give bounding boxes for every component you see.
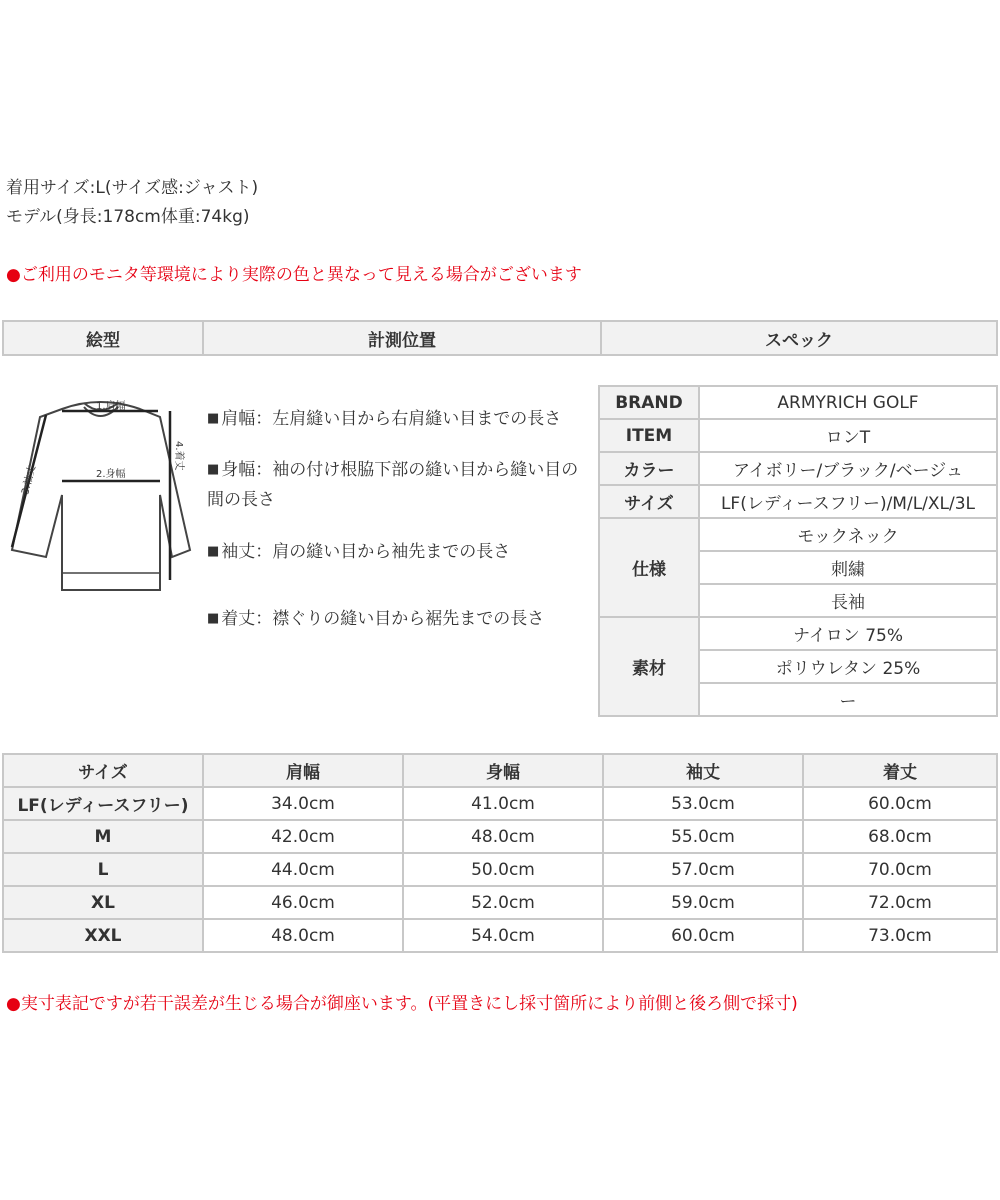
size-value-cell: 53.0cm	[603, 787, 803, 820]
header-measure-point: 計測位置	[203, 321, 601, 355]
size-table	[2, 753, 998, 953]
square-bullet-icon: ■	[207, 611, 220, 626]
size-value-cell: 59.0cm	[603, 886, 803, 919]
table-row	[3, 886, 997, 919]
size-value-cell: 41.0cm	[403, 787, 603, 820]
spec-size-value: LF(レディースフリー)/M/L/XL/3L	[699, 485, 997, 518]
size-value-cell: 60.0cm	[803, 787, 997, 820]
spec-item-value: ロンT	[699, 419, 997, 452]
spec-material-value: ポリウレタン 25%	[699, 650, 997, 683]
model-note: モデル(身長:178cm体重:74kg)	[6, 207, 250, 227]
diagram-label-length: 4.着丈	[173, 441, 184, 471]
size-value-cell: 46.0cm	[203, 886, 403, 919]
spec-detail-value: 刺繍	[699, 551, 997, 584]
spec-size-label: サイズ	[599, 485, 699, 518]
square-bullet-icon: ■	[207, 462, 220, 477]
size-table-header: サイズ	[3, 754, 203, 787]
header-illustration: 絵型	[3, 321, 203, 355]
size-value-cell: 42.0cm	[203, 820, 403, 853]
size-value-cell: 54.0cm	[403, 919, 603, 952]
size-value-cell: 44.0cm	[203, 853, 403, 886]
size-value-cell: 48.0cm	[203, 919, 403, 952]
spec-item-label: ITEM	[599, 419, 699, 452]
size-value-cell: 68.0cm	[803, 820, 997, 853]
size-value-cell: 55.0cm	[603, 820, 803, 853]
spec-material-value: ナイロン 75%	[699, 617, 997, 650]
table-row	[3, 820, 997, 853]
size-value-cell: 70.0cm	[803, 853, 997, 886]
size-table-header: 肩幅	[203, 754, 403, 787]
spec-color-label: カラー	[599, 452, 699, 485]
header-spec: スペック	[601, 321, 997, 355]
size-value-cell: 60.0cm	[603, 919, 803, 952]
size-value-cell: 34.0cm	[203, 787, 403, 820]
diagram-label-shoulder: 1.肩幅	[96, 401, 126, 412]
size-name-cell: XL	[3, 886, 203, 919]
spec-material-value: ー	[699, 683, 997, 716]
size-value-cell: 50.0cm	[403, 853, 603, 886]
measure-point-chest: ■ 身幅：袖の付け根脇下部の縫い目から縫い目の間の長さ	[207, 460, 579, 510]
spec-detail-label: 仕様	[599, 518, 699, 617]
size-value-cell: 48.0cm	[403, 820, 603, 853]
table-row	[3, 787, 997, 820]
spec-brand-value: ARMYRICH GOLF	[699, 386, 997, 419]
size-name-cell: LF(レディースフリー)	[3, 787, 203, 820]
spec-color-value: アイボリー/ブラック/ベージュ	[699, 452, 997, 485]
size-table-header: 着丈	[803, 754, 997, 787]
spec-table	[598, 385, 998, 717]
spec-detail-value: モックネック	[699, 518, 997, 551]
size-value-cell: 52.0cm	[403, 886, 603, 919]
color-warning: ●ご利用のモニタ等環境により実際の色と異なって見える場合がございます	[6, 265, 582, 285]
measure-point-length: ■ 着丈：襟ぐりの縫い目から裾先までの長さ	[207, 609, 545, 629]
spec-material-label: 素材	[599, 617, 699, 716]
square-bullet-icon: ■	[207, 411, 220, 426]
size-table-header: 身幅	[403, 754, 603, 787]
spec-brand-label: BRAND	[599, 386, 699, 419]
fit-size-note: 着用サイズ:L(サイズ感:ジャスト)	[6, 178, 259, 198]
diagram-label-chest: 2.身幅	[96, 469, 126, 480]
measure-point-shoulder: ■ 肩幅：左肩縫い目から右肩縫い目までの長さ	[207, 409, 562, 429]
table-row	[3, 853, 997, 886]
measure-warning: ●実寸表記ですが若干誤差が生じる場合が御座います。(平置きにし採寸箇所により前側と後ろ側で採寸)	[6, 994, 798, 1014]
table-header-row	[3, 754, 997, 787]
spec-detail-value: 長袖	[699, 584, 997, 617]
shirt-illustration	[0, 385, 205, 605]
section-header-table	[2, 320, 998, 356]
measure-point-sleeve: ■ 袖丈：肩の縫い目から袖先までの長さ	[207, 542, 511, 562]
size-name-cell: M	[3, 820, 203, 853]
square-bullet-icon: ■	[207, 544, 220, 559]
table-row	[3, 919, 997, 952]
garment-diagram	[0, 385, 205, 605]
size-value-cell: 72.0cm	[803, 886, 997, 919]
size-value-cell: 73.0cm	[803, 919, 997, 952]
size-value-cell: 57.0cm	[603, 853, 803, 886]
diagram-label-sleeve: 3.袖丈	[20, 464, 39, 496]
size-name-cell: L	[3, 853, 203, 886]
size-table-header: 袖丈	[603, 754, 803, 787]
size-name-cell: XXL	[3, 919, 203, 952]
